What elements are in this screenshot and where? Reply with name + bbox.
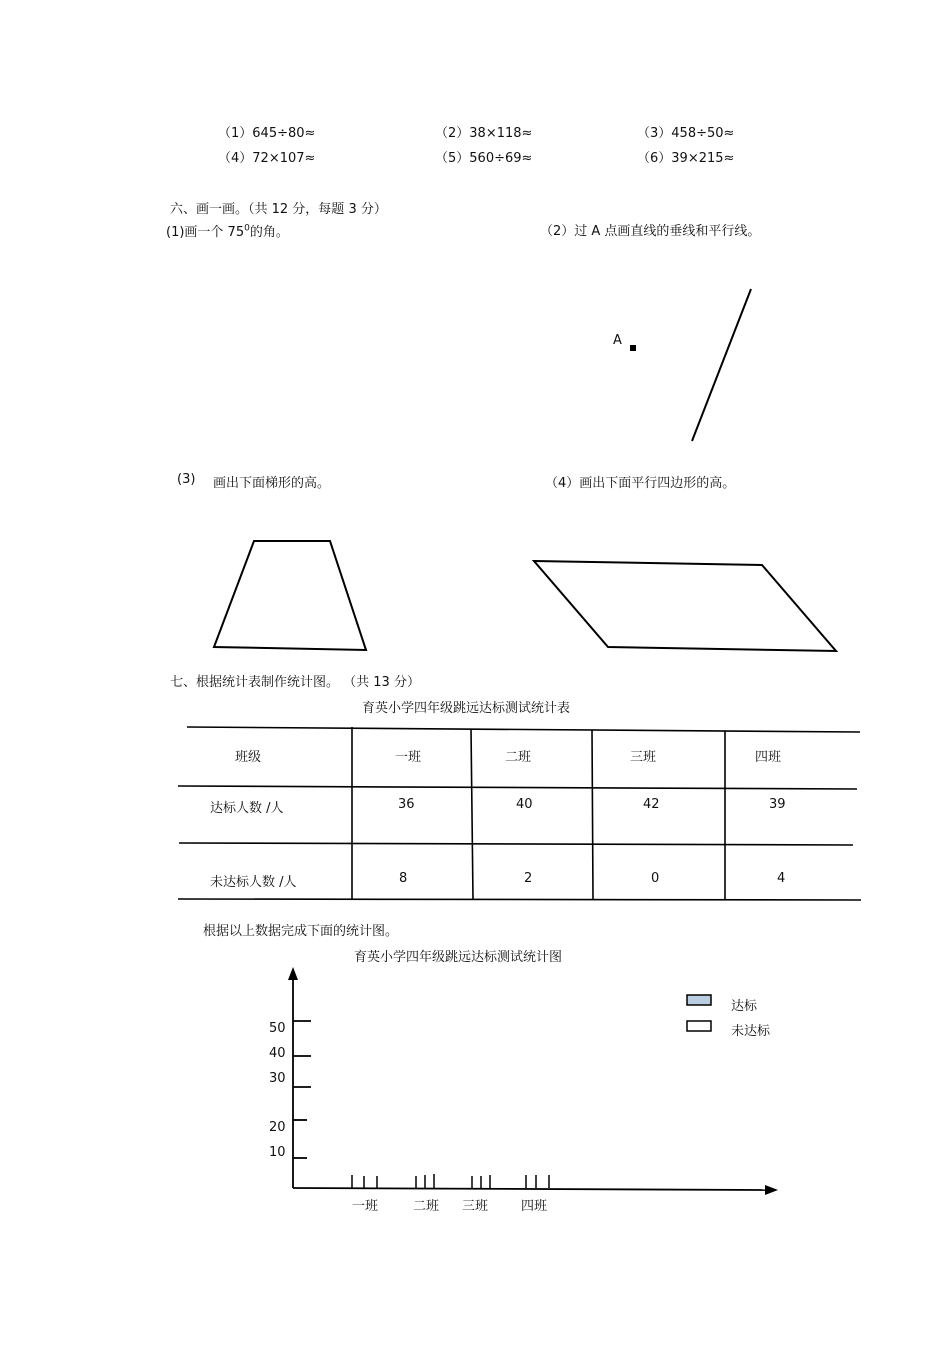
legend-label-pass: 达标	[731, 999, 758, 1014]
parallelogram-shape	[534, 561, 836, 651]
table-row-fail-label: 未达标人数 /人	[210, 875, 297, 890]
question-1-suffix: 的角。	[249, 225, 289, 240]
question-3-number: (3)	[177, 472, 196, 487]
section7-heading: 七、根据统计表制作统计图。 （共 13 分）	[170, 675, 420, 690]
table-cell: 42	[643, 797, 660, 812]
estimation-item-3: （3）458÷50≈	[637, 126, 735, 141]
table-row-pass-label: 达标人数 /人	[210, 801, 284, 816]
chart-axes	[293, 975, 770, 1190]
x-axis-arrow-icon	[765, 1185, 778, 1195]
table-cell: 40	[516, 797, 533, 812]
table-header-class1: 一班	[395, 750, 422, 765]
y-tick-marks	[293, 1021, 311, 1158]
table-header-class4: 四班	[755, 750, 782, 765]
estimation-item-1: （1）645÷80≈	[218, 126, 316, 141]
y-tick-label-50: 50	[269, 1021, 286, 1036]
estimation-item-5: （5）560÷69≈	[435, 151, 533, 166]
x-tick-marks	[352, 1174, 549, 1188]
degree-superscript: 0	[244, 223, 250, 234]
section6-heading: 六、画一画。（共 12 分，每题 3 分）	[170, 202, 387, 217]
point-a-label: A	[613, 333, 622, 348]
table-cell: 4	[777, 871, 786, 886]
y-tick-label-20: 20	[269, 1120, 286, 1135]
table-cell: 36	[398, 797, 415, 812]
question-4: （4）画出下面平行四边形的高。	[545, 476, 736, 491]
table-cell: 0	[651, 871, 660, 886]
estimation-item-4: （4）72×107≈	[218, 151, 316, 166]
legend-label-fail: 未达标	[731, 1024, 771, 1039]
table-cell: 8	[399, 871, 408, 886]
table-title: 育英小学四年级跳远达标测试统计表	[362, 701, 571, 716]
table-cell: 2	[524, 871, 533, 886]
table-cell: 39	[769, 797, 786, 812]
x-category-label-1: 一班	[352, 1199, 379, 1214]
question-2: （2）过 A 点画直线的垂线和平行线。	[540, 224, 761, 239]
legend-swatch-pass	[687, 995, 711, 1005]
trapezoid-shape	[214, 541, 366, 650]
x-category-label-3: 三班	[462, 1199, 489, 1214]
y-tick-label-10: 10	[269, 1145, 286, 1160]
y-axis-arrow-icon	[288, 967, 298, 980]
x-category-label-4: 四班	[521, 1199, 548, 1214]
chart-instruction: 根据以上数据完成下面的统计图。	[203, 924, 399, 939]
y-tick-label-30: 30	[269, 1071, 286, 1086]
table-header-class: 班级	[235, 750, 262, 765]
question-1-prefix: (1)画一个 75	[166, 225, 245, 240]
question-3: 画出下面梯形的高。	[213, 476, 331, 491]
y-tick-label-40: 40	[269, 1046, 286, 1061]
estimation-item-6: （6）39×215≈	[637, 151, 735, 166]
legend-swatch-fail	[687, 1021, 711, 1031]
estimation-item-2: （2）38×118≈	[435, 126, 533, 141]
x-category-label-2: 二班	[413, 1199, 440, 1214]
table-header-class2: 二班	[505, 750, 532, 765]
data-table-grid	[178, 727, 861, 900]
given-line	[692, 289, 751, 441]
table-header-class3: 三班	[630, 750, 657, 765]
chart-title: 育英小学四年级跳远达标测试统计图	[354, 950, 563, 965]
point-a-marker	[630, 345, 636, 351]
